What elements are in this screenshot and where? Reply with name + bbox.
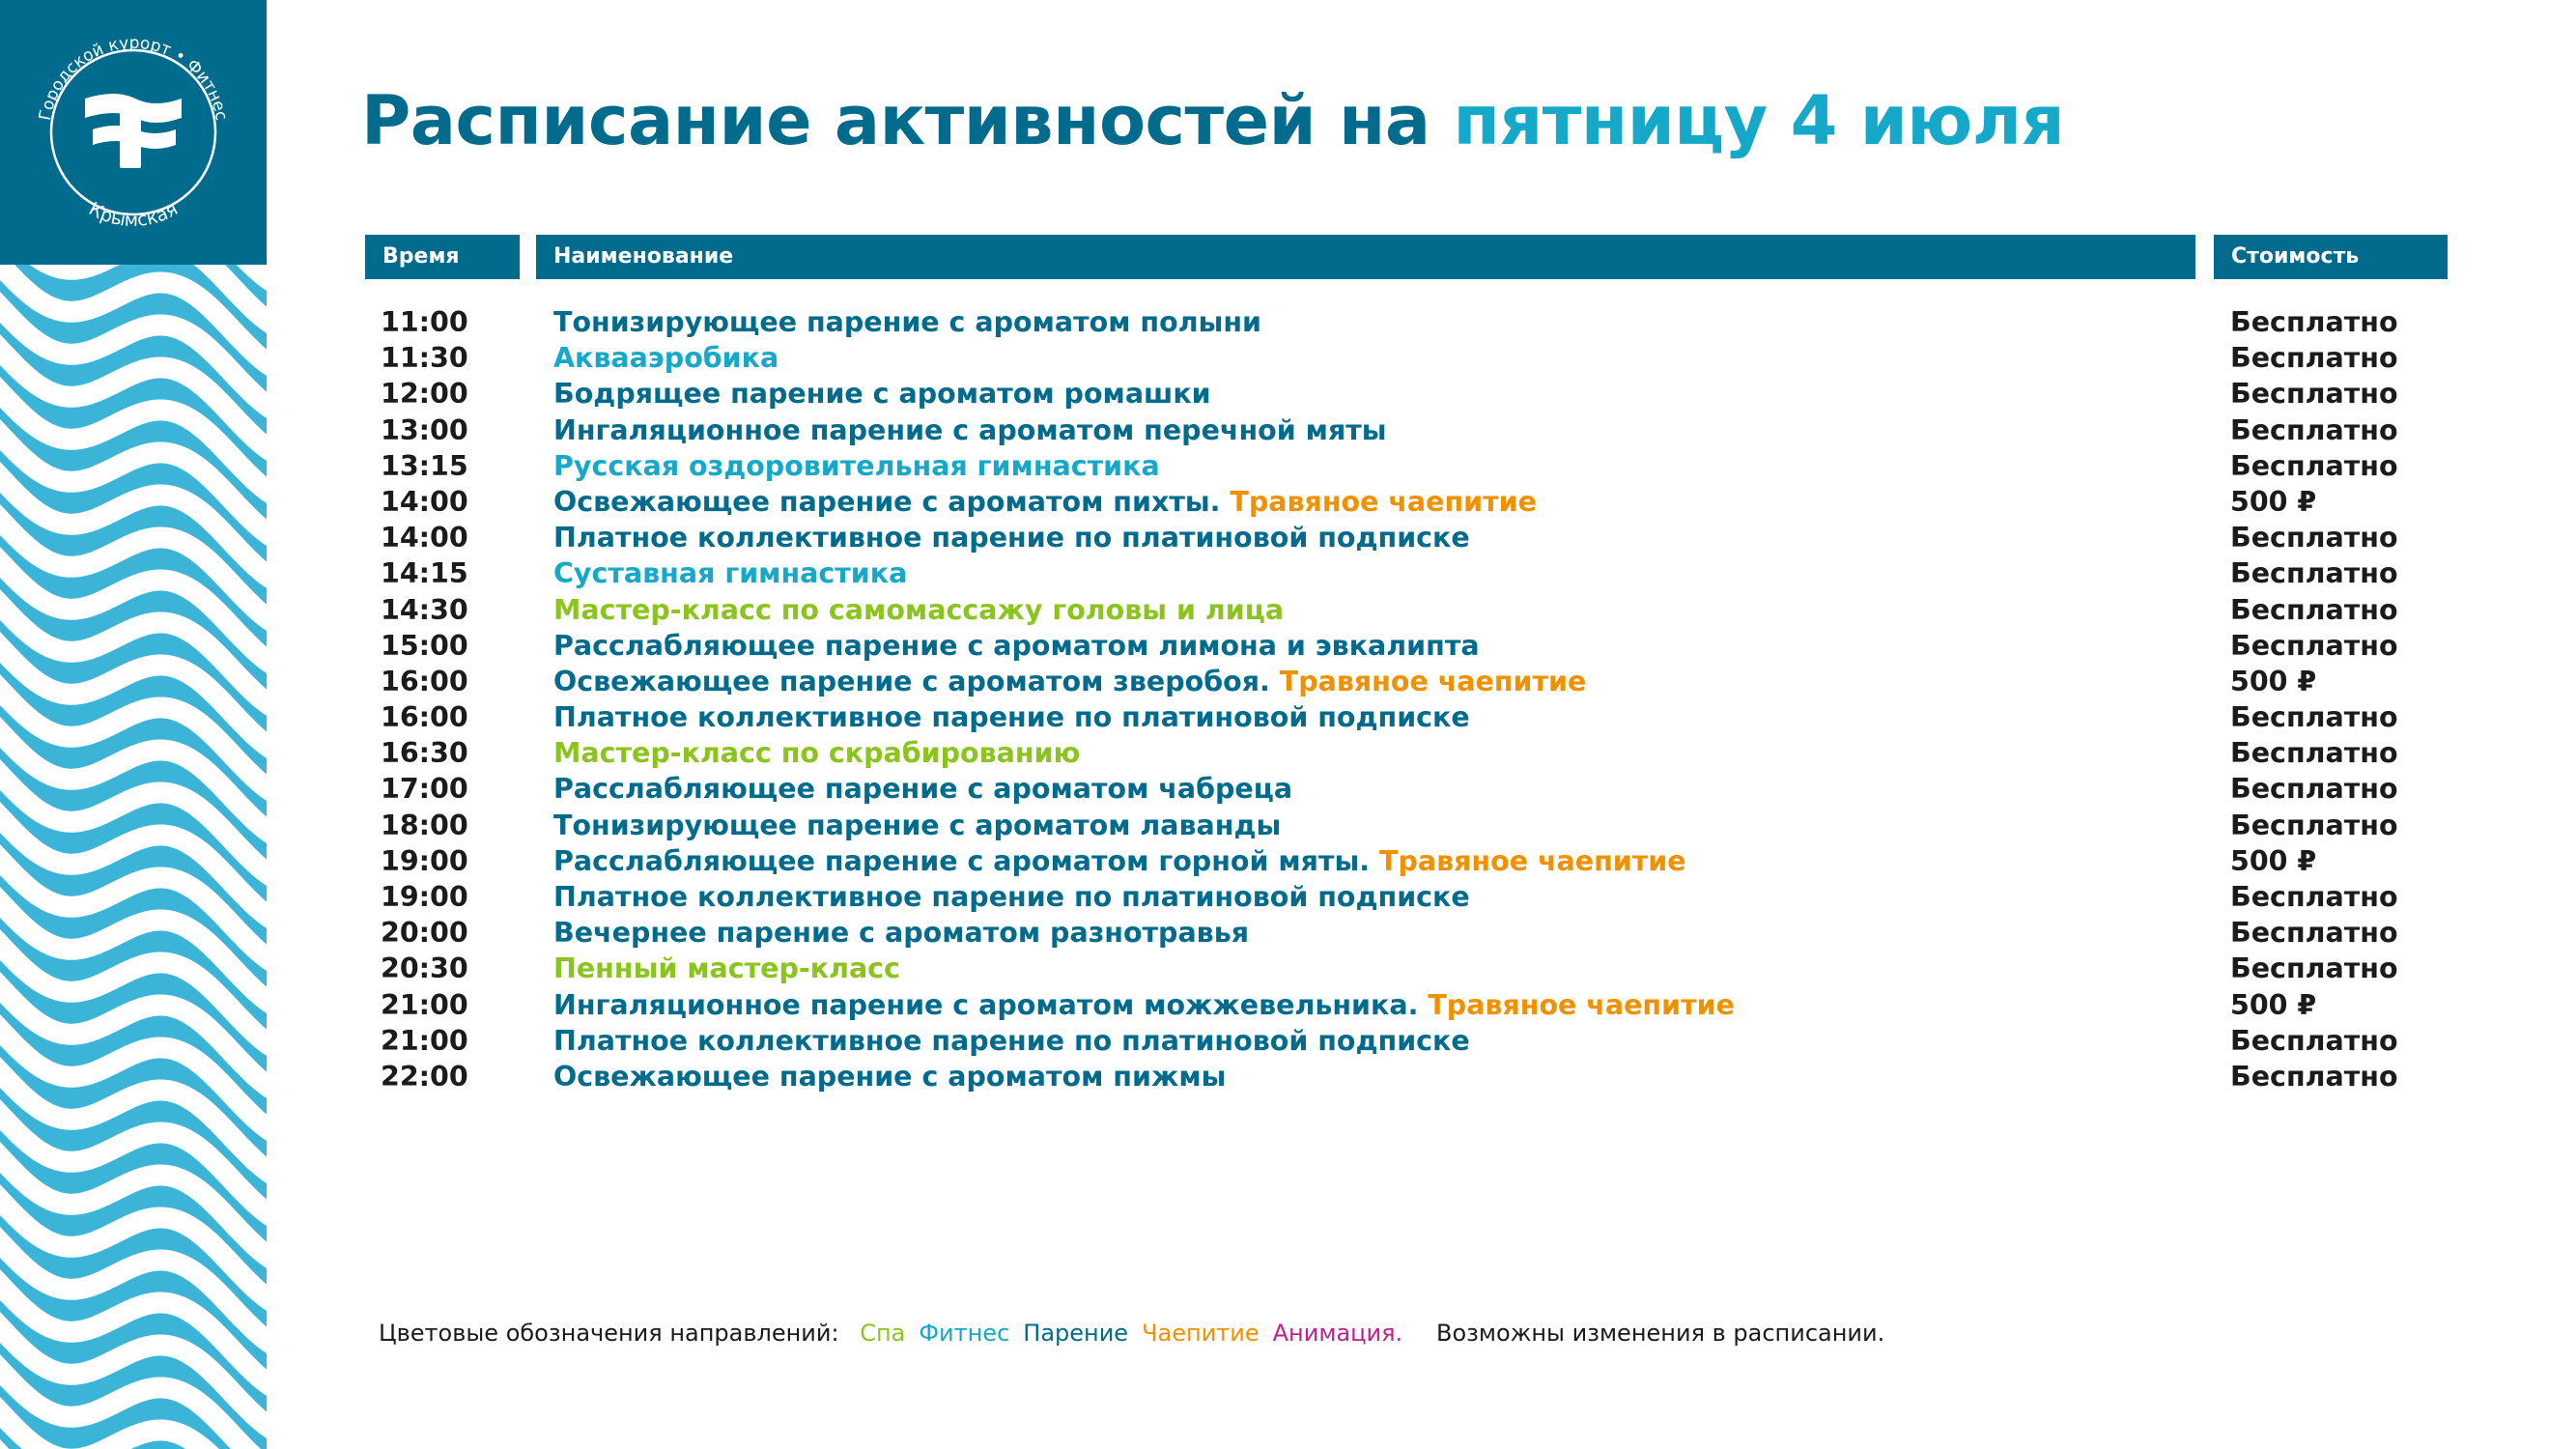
schedule-row — [0, 1059, 2576, 1094]
row-activity — [553, 699, 1470, 735]
row-cost: Бесплатно — [2230, 1060, 2398, 1093]
schedule-row — [0, 412, 2576, 448]
row-cost: Бесплатно — [2230, 952, 2398, 985]
schedule-row — [0, 843, 2576, 879]
row-cost: Бесплатно — [2230, 1024, 2398, 1057]
activity-title: Пенный мастер-класс — [553, 952, 900, 985]
activity-title: Платное коллективное парение по платиновой подписке — [553, 522, 1470, 554]
schedule-row — [0, 555, 2576, 591]
schedule-note: Возможны изменения в расписании. — [1436, 1320, 1885, 1347]
row-time: 14:30 — [381, 593, 468, 626]
resort-logo-icon — [85, 94, 182, 168]
page-title — [361, 81, 2065, 160]
row-cost: Бесплатно — [2230, 378, 2398, 411]
row-time: 13:15 — [381, 449, 468, 482]
schedule-row — [0, 915, 2576, 951]
row-cost: Бесплатно — [2230, 522, 2398, 554]
row-time: 20:00 — [381, 917, 468, 950]
row-time: 18:00 — [381, 809, 468, 841]
activity-extra: Травяное чаепитие — [1230, 485, 1537, 518]
brand-ring-text: Городской курорт • Фитнес — [35, 33, 232, 123]
row-time: 14:15 — [381, 557, 468, 590]
legend-item: Парение — [1023, 1320, 1129, 1347]
row-cost: Бесплатно — [2230, 701, 2398, 734]
row-cost: Бесплатно — [2230, 449, 2398, 482]
schedule-row — [0, 484, 2576, 520]
schedule-row — [0, 808, 2576, 843]
activity-extra: Травяное чаепитие — [1279, 665, 1587, 697]
row-time: 11:00 — [381, 306, 468, 338]
row-activity — [553, 664, 1586, 699]
row-activity — [553, 879, 1470, 915]
row-cost: 500 ₽ — [2230, 844, 2317, 877]
brand-bottom-text: Крымская — [85, 198, 182, 232]
legend-item: Анимация. — [1272, 1320, 1403, 1347]
row-time: 21:00 — [381, 1024, 468, 1057]
activity-title: Вечернее парение с ароматом разнотравья — [553, 917, 1250, 950]
header-cost: Стоимость — [2214, 235, 2448, 279]
row-cost: Бесплатно — [2230, 629, 2398, 662]
row-cost: Бесплатно — [2230, 557, 2398, 590]
row-time: 14:00 — [381, 485, 468, 518]
activity-extra: Травяное чаепитие — [1379, 844, 1686, 877]
activity-title: Расслабляющее парение с ароматом горной мяты. — [553, 844, 1371, 877]
schedule-row — [0, 448, 2576, 484]
row-cost: Бесплатно — [2230, 809, 2398, 841]
row-cost: 500 ₽ — [2230, 485, 2317, 518]
row-activity — [553, 987, 1735, 1023]
schedule-row — [0, 771, 2576, 807]
row-activity — [553, 1059, 1226, 1094]
schedule-row — [0, 376, 2576, 412]
row-time: 16:00 — [381, 701, 468, 734]
row-cost: Бесплатно — [2230, 917, 2398, 950]
row-time: 13:00 — [381, 413, 468, 446]
header-name: Наименование — [536, 235, 2195, 279]
row-cost: Бесплатно — [2230, 737, 2398, 770]
row-activity — [553, 843, 1686, 879]
row-activity — [553, 628, 1480, 664]
row-time: 16:30 — [381, 737, 468, 770]
header-time: Время — [365, 235, 520, 279]
legend-item: Спа — [860, 1320, 906, 1347]
schedule-row — [0, 699, 2576, 735]
schedule-row — [0, 628, 2576, 664]
row-activity — [553, 484, 1537, 520]
row-time: 22:00 — [381, 1060, 468, 1093]
activity-title: Освежающее парение с ароматом зверобоя. — [553, 665, 1270, 697]
row-time: 16:00 — [381, 665, 468, 697]
row-activity — [553, 376, 1211, 412]
activity-title: Бодрящее парение с ароматом ромашки — [553, 378, 1211, 411]
row-activity — [553, 448, 1160, 484]
schedule-row — [0, 592, 2576, 628]
row-time: 17:00 — [381, 773, 468, 806]
activity-title: Платное коллективное парение по платиновой подписке — [553, 881, 1470, 913]
row-activity — [553, 340, 778, 376]
row-cost: Бесплатно — [2230, 306, 2398, 338]
activity-extra: Травяное чаепитие — [1428, 988, 1735, 1021]
color-legend — [379, 1320, 1430, 1347]
row-time: 19:00 — [381, 881, 468, 913]
activity-title: Ингаляционное парение с ароматом можжевельника. — [553, 988, 1419, 1021]
activity-title: Аквааэробика — [553, 342, 779, 375]
activity-title: Платное коллективное парение по платиновой подписке — [553, 701, 1470, 734]
row-time: 19:00 — [381, 844, 468, 877]
row-time: 21:00 — [381, 988, 468, 1021]
row-activity — [553, 771, 1292, 807]
row-time: 12:00 — [381, 378, 468, 411]
row-activity — [553, 555, 907, 591]
activity-title: Тонизирующее парение с ароматом лаванды — [553, 809, 1282, 841]
title-accent: пятницу 4 июля — [1453, 81, 2065, 160]
row-activity — [553, 735, 1080, 771]
schedule-row — [0, 1023, 2576, 1059]
schedule-row — [0, 520, 2576, 555]
row-activity — [553, 412, 1387, 448]
schedule-row — [0, 735, 2576, 771]
activity-title: Мастер-класс по самомассажу головы и лица — [553, 593, 1285, 626]
row-time: 14:00 — [381, 522, 468, 554]
schedule-row — [0, 987, 2576, 1023]
schedule-table — [0, 304, 2576, 1094]
row-activity — [553, 304, 1261, 340]
activity-title: Освежающее парение с ароматом пижмы — [553, 1060, 1227, 1093]
row-cost: Бесплатно — [2230, 773, 2398, 806]
activity-title: Суставная гимнастика — [553, 557, 908, 590]
activity-title: Мастер-класс по скрабированию — [553, 737, 1081, 770]
row-cost: 500 ₽ — [2230, 988, 2317, 1021]
row-cost: Бесплатно — [2230, 881, 2398, 913]
row-activity — [553, 520, 1470, 555]
row-cost: Бесплатно — [2230, 342, 2398, 375]
row-activity — [553, 808, 1281, 843]
legend-item: Чаепитие — [1142, 1320, 1260, 1347]
row-activity — [553, 951, 900, 986]
schedule-row — [0, 340, 2576, 376]
schedule-row — [0, 951, 2576, 986]
activity-title: Ингаляционное парение с ароматом перечной мяты — [553, 413, 1387, 446]
activity-title: Расслабляющее парение с ароматом чабреца — [553, 773, 1293, 806]
brand-logo — [0, 0, 267, 265]
schedule-row — [0, 879, 2576, 915]
row-time: 15:00 — [381, 629, 468, 662]
row-activity — [553, 915, 1249, 951]
row-cost: Бесплатно — [2230, 413, 2398, 446]
title-main: Расписание активностей на — [361, 81, 1430, 160]
activity-title: Расслабляющее парение с ароматом лимона и эвкалипта — [553, 629, 1480, 662]
row-cost: Бесплатно — [2230, 593, 2398, 626]
schedule-row — [0, 664, 2576, 699]
row-activity — [553, 1023, 1470, 1059]
row-activity — [553, 592, 1284, 628]
legend-item: Фитнес — [919, 1320, 1010, 1347]
activity-title: Платное коллективное парение по платиновой подписке — [553, 1024, 1470, 1057]
activity-title: Тонизирующее парение с ароматом полыни — [553, 306, 1261, 338]
row-time: 11:30 — [381, 342, 468, 375]
legend-label: Цветовые обозначения направлений: — [379, 1320, 839, 1347]
row-time: 20:30 — [381, 952, 468, 985]
activity-title: Русская оздоровительная гимнастика — [553, 449, 1160, 482]
row-cost: 500 ₽ — [2230, 665, 2317, 697]
activity-title: Освежающее парение с ароматом пихты. — [553, 485, 1221, 518]
schedule-row — [0, 304, 2576, 340]
